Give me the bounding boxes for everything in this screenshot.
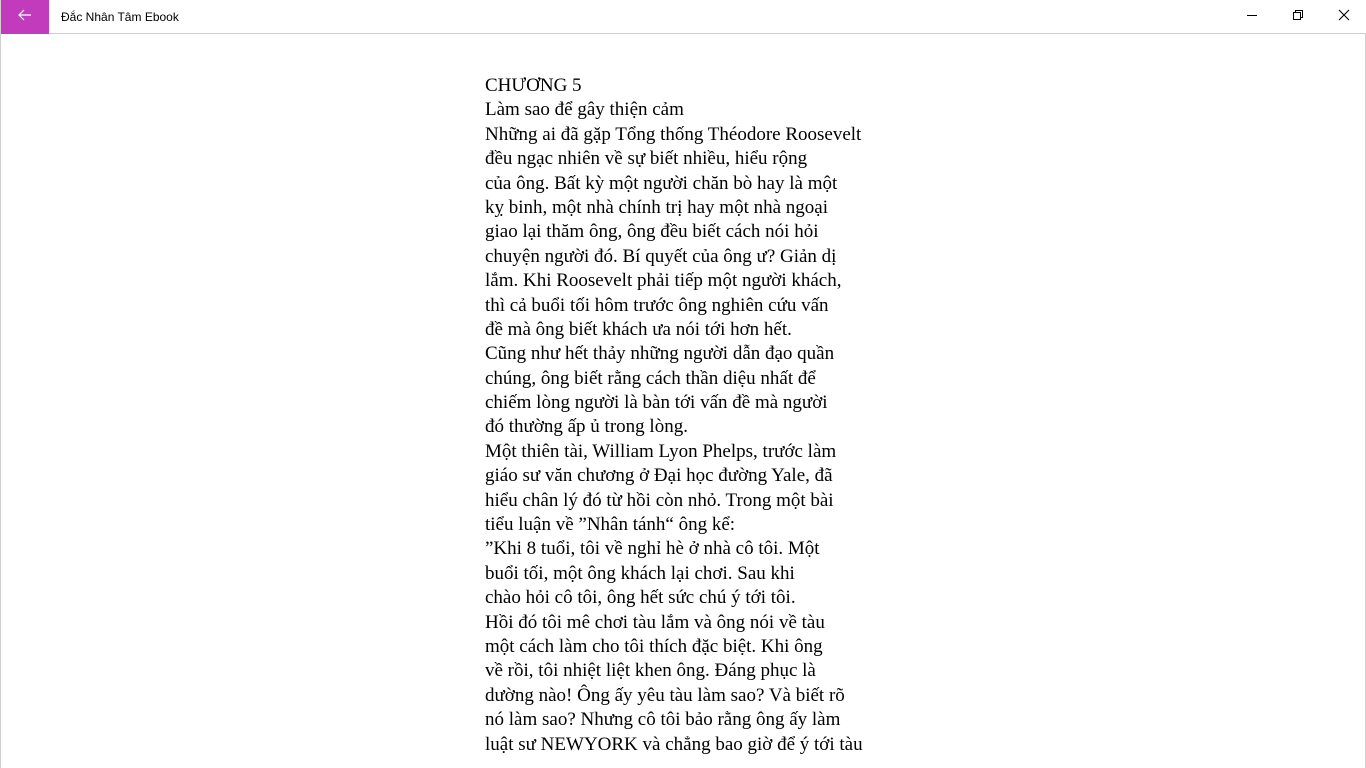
text-line: đều ngạc nhiên về sự biết nhiều, hiểu rộng [485, 148, 808, 170]
text-line: chào hỏi cô tôi, ông hết sức chú ý tới tôi. [485, 587, 796, 609]
minimize-button[interactable] [1229, 0, 1275, 34]
window-title: Đắc Nhân Tâm Ebook [61, 10, 179, 24]
chapter-heading: CHƯƠNG 5 [485, 75, 582, 96]
restore-icon [1292, 8, 1304, 26]
text-line: một cách làm cho tôi thích đặc biệt. Khi ông [485, 635, 823, 657]
minimize-icon [1246, 8, 1258, 26]
text-line: chúng, ông biết rằng cách thần diệu nhất để [485, 367, 816, 389]
back-button[interactable] [1, 0, 49, 34]
text-line: của ông. Bất kỳ một người chăn bò hay là một [485, 172, 838, 194]
text-line: hiểu chân lý đó từ hồi còn nhỏ. Trong một bài [485, 489, 834, 511]
text-line: về rồi, tôi nhiệt liệt khen ông. Đáng phục là [485, 660, 816, 682]
book-page-text [485, 74, 905, 757]
restore-button[interactable] [1275, 0, 1321, 34]
text-line: dường nào! Ông ấy yêu tàu làm sao? Và biết rõ [485, 684, 845, 706]
text-line: thì cả buổi tối hôm trước ông nghiên cứu vấn [485, 294, 829, 316]
text-line: ”Khi 8 tuổi, tôi về nghỉ hè ở nhà cô tôi. Một [485, 538, 820, 560]
close-button[interactable] [1321, 0, 1366, 34]
text-line: đề mà ông biết khách ưa nói tới hơn hết. [485, 318, 792, 340]
text-line: tiểu luận về ”Nhân tánh“ ông kể: [485, 514, 736, 536]
text-line: giao lại thăm ông, ông đều biết cách nói hỏi [485, 221, 819, 243]
reader-area[interactable] [1, 34, 1366, 768]
close-icon [1338, 8, 1350, 26]
text-line: Một thiên tài, William Lyon Phelps, trước làm [485, 440, 837, 462]
back-arrow-icon [17, 7, 33, 28]
text-line: chiếm lòng người là bàn tới vấn đề mà người [485, 392, 828, 414]
text-line: chuyện người đó. Bí quyết của ông ư? Giản dị [485, 245, 837, 267]
text-line: Cũng như hết thảy những người dẫn đạo quần [485, 343, 835, 365]
text-line: giáo sư văn chương ở Đại học đường Yale, đã [485, 465, 833, 487]
title-bar [1, 0, 1366, 34]
text-line: lắm. Khi Roosevelt phải tiếp một người khách, [485, 270, 842, 292]
text-line: đó thường ấp ủ trong lòng. [485, 416, 688, 438]
text-line: nó làm sao? Nhưng cô tôi bảo rằng ông ấy làm [485, 709, 841, 731]
text-line: Hồi đó tôi mê chơi tàu lắm và ông nói về tàu [485, 611, 825, 633]
text-line: Những ai đã gặp Tổng thống Théodore Roosevelt [485, 123, 862, 145]
text-line: buổi tối, một ông khách lại chơi. Sau khi [485, 562, 795, 584]
text-line: kỵ binh, một nhà chính trị hay một nhà ngoại [485, 196, 829, 218]
text-line: luật sư NEWYORK và chẳng bao giờ để ý tới tàu [485, 733, 863, 755]
chapter-subtitle: Làm sao để gây thiện cảm [485, 99, 684, 121]
